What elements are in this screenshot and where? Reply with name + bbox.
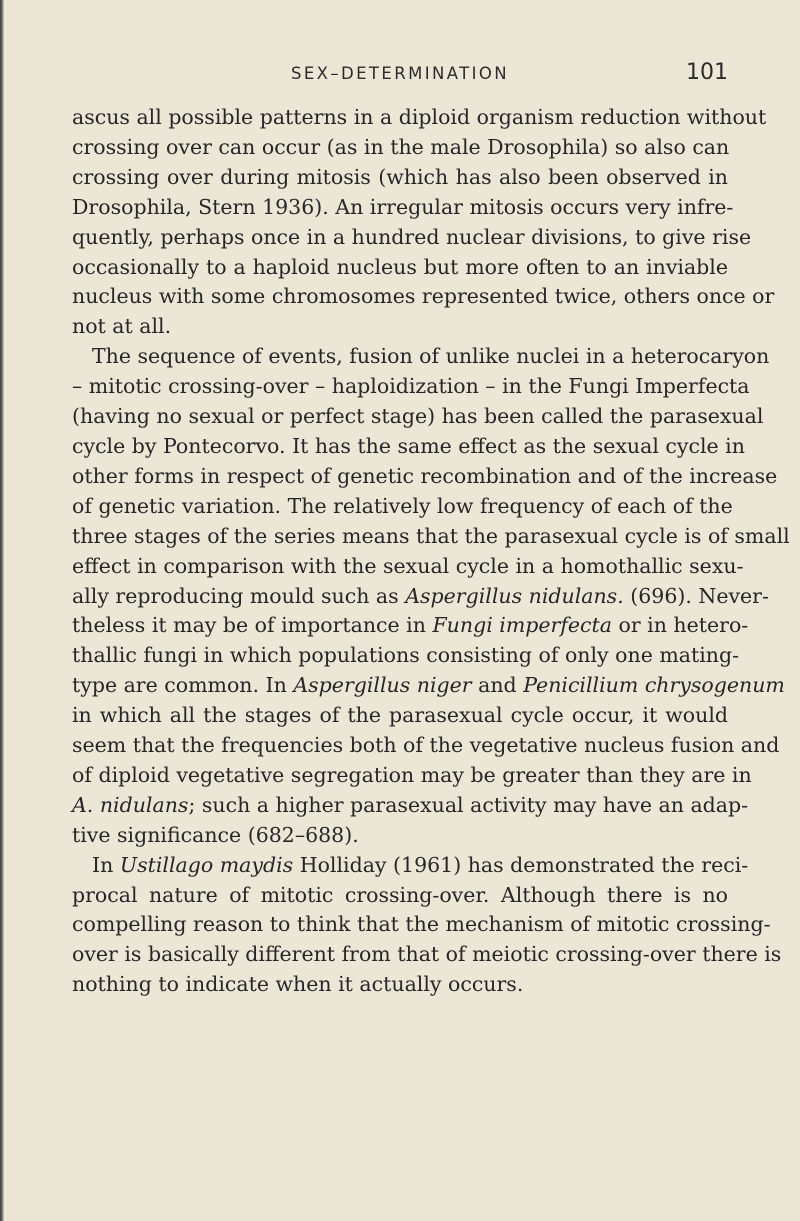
text-line: thallic fungi in which populations consisting of only one mating- xyxy=(72,643,740,668)
text-line: tive significance (682–688). xyxy=(72,822,359,847)
page-header xyxy=(72,58,728,92)
page-spine-edge xyxy=(0,0,4,1221)
text-line: crossing over can occur (as in the male Drosophila) so also can xyxy=(72,134,730,159)
text-line: compelling reason to think that the mechanism of mitotic crossing- xyxy=(72,912,771,937)
body-text xyxy=(72,103,790,1000)
text-line: type are common. In Aspergillus niger and Penicillium chrysogenum xyxy=(72,673,785,698)
running-head: SEX–DETERMINATION xyxy=(290,64,510,83)
text-line: In Ustillago maydis Holliday (1961) has demonstrated the reci- xyxy=(92,852,749,877)
text-line: of diploid vegetative segregation may be greater than they are in xyxy=(72,762,752,787)
species-name: Penicillium chrysogenum xyxy=(523,673,785,698)
text-line: ally reproducing mould such as Aspergillus nidulans. (696). Never- xyxy=(72,583,769,608)
text-line: effect in comparison with the sexual cycle in a homothallic sexu- xyxy=(72,553,744,578)
species-name: Ustillago maydis xyxy=(119,852,294,877)
text-line: nothing to indicate when it actually occurs. xyxy=(72,972,524,997)
paragraph xyxy=(72,103,775,342)
species-name: A. nidulans xyxy=(72,792,189,817)
text-line: Drosophila, Stern 1936). An irregular mitosis occurs very infre- xyxy=(72,194,734,219)
text-line: The sequence of events, fusion of unlike nuclei in a heterocaryon xyxy=(92,344,770,369)
text-line: over is basically different from that of meiotic crossing-over there is xyxy=(72,942,782,967)
paragraph xyxy=(72,342,790,850)
text-line: ascus all possible patterns in a diploid organism reduction without xyxy=(72,105,767,129)
text-line: other forms in respect of genetic recombination and of the increase xyxy=(72,463,778,488)
text-line: of genetic variation. The relatively low frequency of each of the xyxy=(72,493,733,518)
species-name: Aspergillus niger xyxy=(293,673,472,698)
text-line: quently, perhaps once in a hundred nuclear divisions, to give rise xyxy=(72,224,752,249)
text-line: in which all the stages of the parasexual cycle occur, it would xyxy=(72,703,728,728)
text-line: (having no sexual or perfect stage) has been called the parasexual xyxy=(72,404,764,429)
text-line: three stages of the series means that the parasexual cycle is of small xyxy=(72,523,790,548)
text-line: – mitotic crossing-over – haploidization – in the Fungi Imperfecta xyxy=(72,374,750,399)
text-line: not at all. xyxy=(72,314,172,339)
paragraph xyxy=(72,851,782,1001)
page-number: 101 xyxy=(686,60,728,85)
text-line: crossing over during mitosis (which has also been observed in xyxy=(72,164,728,189)
taxon-name: Fungi imperfecta xyxy=(432,613,612,638)
text-line: procal nature of mitotic crossing-over. Although there is no xyxy=(72,882,728,907)
species-name: Aspergillus nidulans. xyxy=(405,583,624,608)
text-line: seem that the frequencies both of the vegetative nucleus fusion and xyxy=(72,733,780,758)
text-line: cycle by Pontecorvo. It has the same effect as the sexual cycle in xyxy=(72,433,745,458)
text-line: occasionally to a haploid nucleus but more often to an inviable xyxy=(72,254,728,279)
text-line: theless it may be of importance in Fungi imperfecta or in hetero- xyxy=(72,613,749,638)
text-line: A. nidulans; such a higher parasexual activity may have an adap- xyxy=(72,792,749,817)
text-line: nucleus with some chromosomes represented twice, others once or xyxy=(72,284,775,309)
